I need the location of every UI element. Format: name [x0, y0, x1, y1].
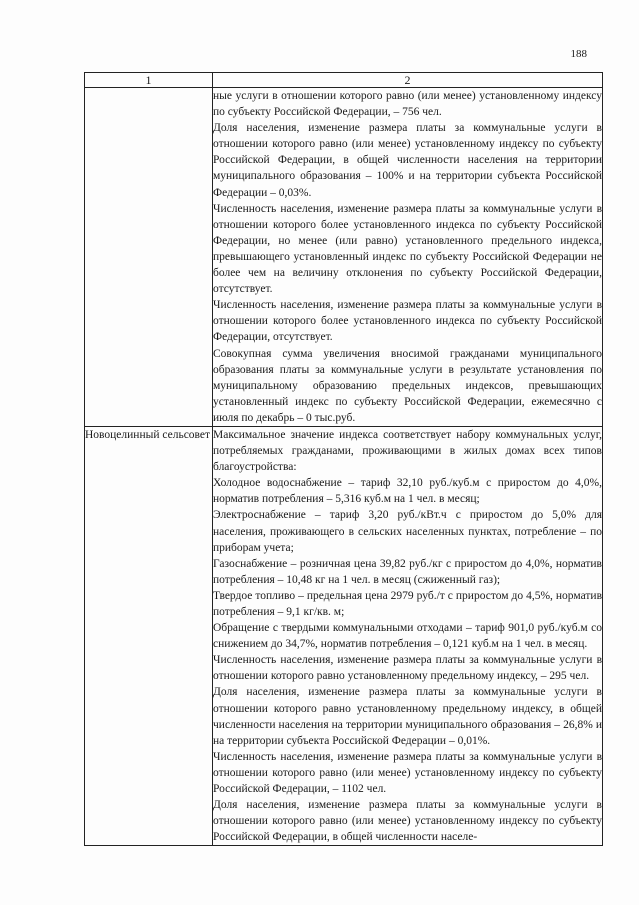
paragraph: Численность населения, изменение размера платы за коммунальные услуги в отношении которого равно установленному предельному индексу, – 295 чел.: [213, 654, 602, 683]
paragraph: Численность населения, изменение размера платы за коммунальные услуги в отношении которого равно (или менее) установленному индексу по субъекту Российской Федерации, – 1102 чел.: [213, 750, 602, 796]
paragraph: Обращение с твердыми коммунальными отходами – тариф 901,0 руб./куб.м со снижением до 34,7%, норматив потребления – 0,121 куб.м на 1 чел. в месяц.: [213, 622, 602, 651]
municipality-description: [213, 426, 603, 845]
page-number: 188: [570, 48, 587, 60]
paragraph: Численность населения, изменение размера платы за коммунальные услуги в отношении которого более установленного индекса по субъекту Российской Федерации, отсутствует.: [213, 299, 602, 344]
table-row: [85, 426, 603, 845]
paragraph: Электроснабжение – тариф 3,20 руб./кВт.ч с приростом до 5,0% для населения, проживающего в сельских населенных пунктах, потребление – по приборам учета;: [213, 509, 602, 554]
table-header-row: [85, 73, 603, 88]
paragraph: Численность населения, изменение размера платы за коммунальные услуги в отношении которого более установленного индекса по субъекту Российской Федерации, но менее (или равно) установленного предельного индекса, превышающего установленный индекс по субъекту Российской Федерации не более чем на величину отклонения по субъекту Российской Федерации, отсутствует.: [213, 202, 602, 296]
paragraph: Холодное водоснабжение – тариф 32,10 руб./куб.м с приростом до 4,0%, норматив потребления – 5,316 куб.м на 1 чел. в месяц;: [213, 477, 602, 506]
table-row: [85, 88, 603, 427]
paragraph: Газоснабжение – розничная цена 39,82 руб./кг с приростом до 4,0%, норматив потребления – 10,48 кг на 1 чел. в месяц (сжиженный газ);: [213, 557, 602, 586]
column-header-1: 1: [85, 73, 213, 88]
paragraph: Доля населения, изменение размера платы за коммунальные услуги в отношении которого равно (или менее) установленному индексу по субъекту Российской Федерации, в общей численности населения на территории муниципального образования – 100% и на территории субъекта Российской Федерации – 0,03%.: [213, 122, 602, 199]
paragraph: Доля населения, изменение размера платы за коммунальные услуги в отношении которого равно (или менее) установленному индексу по субъекту Российской Федерации, в общей численности населе-: [213, 799, 602, 844]
municipality-description: [213, 88, 603, 427]
column-header-2: 2: [213, 73, 603, 88]
paragraph: ные услуги в отношении которого равно (или менее) установленному индексу по субъекту Российской Федерации, – 756 чел.: [213, 90, 602, 119]
paragraph: Совокупная сумма увеличения вносимой гражданами муниципального образования платы за коммунальные услуги в результате установления по муниципальному образованию предельных индексов, превышающих установленный индекс по субъекту Российской Федерации, ежемесячно с июля по декабрь – 0 тыс.руб.: [213, 347, 602, 424]
paragraph: Доля населения, изменение размера платы за коммунальные услуги в отношении которого равно установленному предельному индексу, в общей численности населения на территории муниципального образования – 26,8% и на территории субъекта Российской Федерации – 0,01%.: [213, 686, 602, 747]
content-table: [84, 72, 603, 846]
municipality-name: [85, 88, 213, 427]
paragraph: Максимальное значение индекса соответствует набору коммунальных услуг, потребляемых гражданами, проживающими в жилых домах всех типов благоустройства:: [213, 428, 602, 474]
municipality-name: Новоцелинный сельсовет: [85, 426, 213, 845]
paragraph: Твердое топливо – предельная цена 2979 руб./т с приростом до 4,5%, норматив потребления – 9,1 кг/кв. м;: [213, 589, 602, 618]
